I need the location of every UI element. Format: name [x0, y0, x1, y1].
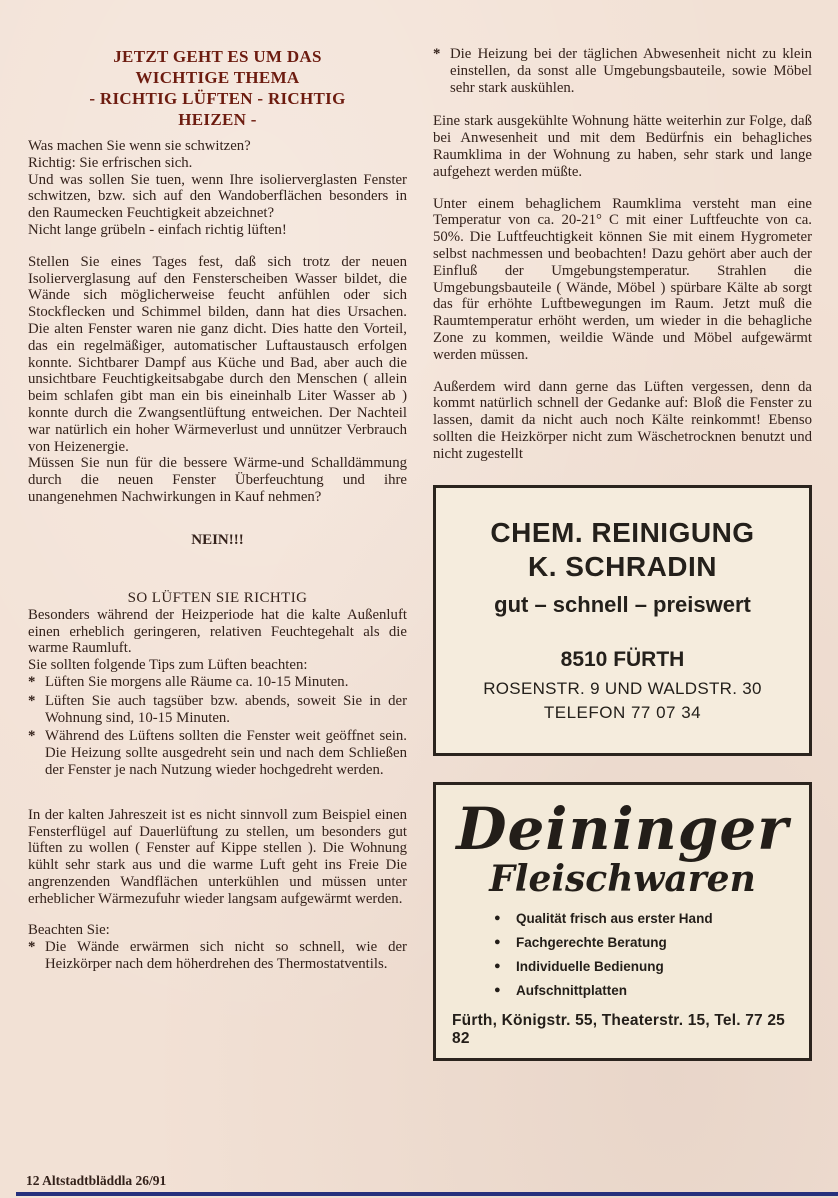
ad-feature-list	[452, 911, 793, 998]
asterisk-marker: *	[28, 939, 36, 956]
paragraph: Nicht lange grübeln - einfach richtig lüften!	[28, 221, 287, 238]
ad-feature-text: Individuelle Bedienung	[516, 958, 664, 974]
tip-item	[28, 693, 407, 727]
paragraph: In der kalten Jahreszeit ist es nicht sinnvoll zum Beispiel einen Fensterflügel auf Dauerlüftung zu stellen, um besonders gut lüften zu wollen ( Fenster auf Kippe stellen ). Die Wohnung kühlt sehr stark aus und die warme Luft geht ins Freie Die angrenzenden Wandflächen unterkühlen und müssen unter erheblicher Wärmezufuhr wieder langsam aufgewärmt werden.	[28, 806, 407, 907]
bullet-dot-icon: ●	[494, 984, 501, 997]
ad-chem-reinigung	[433, 485, 812, 756]
ad-feature-item	[494, 911, 793, 926]
ad-feature-text: Fachgerechte Beratung	[516, 934, 667, 950]
spacer	[433, 181, 812, 196]
page-footer: 12 Altstadtbläddla 26/91	[26, 1173, 167, 1188]
ad-brand-subtitle: Fleischwaren	[489, 857, 756, 900]
spacer	[28, 549, 407, 575]
tip-item	[28, 939, 407, 973]
asterisk-marker: *	[28, 673, 36, 690]
paragraph: Besonders während der Heizperiode hat die kalte Außenluft einen erheblich geringeren, relativen Feuchtegehalt als die warme Raumluft.	[28, 606, 407, 657]
spacer	[433, 98, 812, 113]
spacer	[433, 364, 812, 379]
tip-text: Lüften Sie morgens alle Räume ca. 10-15 Minuten.	[45, 673, 349, 690]
article-title-line: WICHTIGE THEMA	[135, 68, 300, 87]
asterisk-marker: *	[28, 692, 36, 709]
ad-deininger	[433, 782, 812, 1061]
ad-address: Fürth, Königstr. 55, Theaterstr. 15, Tel. 77 25 82	[452, 1011, 786, 1047]
tip-text: Während des Lüftens sollten die Fenster weit geöffnet sein. Die Heizung sollte ausgedreht sein und nach dem Schließen der Fenster je nach Nutzung wieder hochgedreht werden.	[45, 728, 407, 778]
article-title-line: HEIZEN -	[178, 110, 257, 129]
paragraph: Außerdem wird dann gerne das Lüften vergessen, denn da kommt natürlich schnell der Gedanke auf: Bloß die Fenster zu lassen, damit da nicht auch noch Kälte reinkommt! Ebenso sollten die Heizkörper nicht zum Wäschetrocknen benutzt und nicht zugestellt	[433, 378, 812, 462]
asterisk-marker: *	[433, 46, 441, 62]
paragraph: Was machen Sie wenn sie schwitzen?	[28, 138, 251, 154]
paragraph: Sie sollten folgende Tips zum Lüften beachten:	[28, 657, 308, 674]
tip-item	[28, 674, 407, 691]
paragraph: Und was sollen Sie tuen, wenn Ihre isolierverglasten Fenster schwitzen, bzw. sich auf den Wandoberflächen besonders in den Raumecken Feuchtigkeit abzeichnet?	[28, 171, 407, 222]
tip-text: Die Wände erwärmen sich nicht so schnell, wie der Heizkörper nach dem höherdrehen des Thermostatventils.	[45, 939, 407, 973]
section-subhead: SO LÜFTEN SIE RICHTIG	[127, 589, 308, 606]
tip-item	[433, 46, 812, 96]
left-column	[28, 46, 407, 1061]
spacer	[28, 781, 407, 807]
ad-feature-text: Aufschnittplatten	[516, 982, 627, 998]
ad-owner-name: K. SCHRADIN	[527, 550, 718, 582]
paragraph: Richtig: Sie erfrischen sich.	[28, 154, 193, 171]
ad-street: ROSENSTR. 9 UND WALDSTR. 30	[483, 678, 762, 698]
ad-business-name: CHEM. REINIGUNG	[490, 516, 755, 548]
footer-rule	[16, 1192, 838, 1196]
article-title	[28, 46, 407, 130]
bullet-dot-icon: ●	[494, 936, 501, 949]
tip-text: Lüften Sie auch tagsüber bzw. abends, soweit Sie in der Wohnung sind, 10-15 Minuten.	[45, 692, 407, 726]
spacer	[28, 575, 407, 590]
bullet-dot-icon: ●	[494, 960, 501, 973]
asterisk-marker: *	[28, 728, 36, 745]
ad-feature-item	[494, 935, 793, 950]
spacer	[28, 907, 407, 922]
bullet-dot-icon: ●	[494, 912, 501, 925]
ad-slogan: gut – schnell – preiswert	[494, 591, 751, 617]
nein-emphasis: NEIN!!!	[191, 531, 244, 548]
right-column	[433, 46, 812, 1061]
paragraph: Unter einem behaglichem Raumklima versteht man eine Temperatur von ca. 20-21° C mit einer Luftfeuchte von ca. 50%. Die Luftfeuchtigkeit können Sie mit einem Hygrometer selbst nachmessen und beobachten! Dazu gehört aber auch der Einfluß der Umgebungstemperatur. Strahlen die Umgebungsbauteile ( Wände, Möbel ) spürbare Kälte ab sorgt das für erhöhte Luftbewegungen im Raum. Jetzt muß die Raumtemperatur erhöht werden, um wieder in die behagliche Zone zu kommen, weildie Wände und Möbel aufgewärmt werden müssen.	[433, 195, 812, 363]
paragraph: Stellen Sie eines Tages fest, daß sich trotz der neuen Isolierverglasung auf den Fensterscheiben Wasser bildet, die Wände sich möglicherweise feucht anfühlen oder sich Stockflecken und Schimmel bilden, dann hat dies Ursachen. Die alten Fenster waren nie ganz dicht. Dies hatte den Vorteil, das ein regelmäßiger, automatischer Luftaustausch erfolgen konnte. Sichtbarer Dampf aus Küche und Bad, aber auch die unsichtbare Feuchtigkeitsabgabe durch den Menschen ( allein beim schlafen gibt man ein bis eineinhalb Liter Wasser ab ) konnte durch die Zwangsentlüftung entweichen. Der Nachteil war natürlich ein hoher Wärmeverlust und unnützer Verbrauch von Heizenergie.	[28, 253, 407, 455]
paragraph: Müssen Sie nun für die bessere Wärme-und Schalldämmung durch die neuen Fenster Überfeuchtung und ihre unangenehmen Nachwirkungen in Kauf nehmen?	[28, 455, 407, 505]
paragraph: Eine stark ausgekühlte Wohnung hätte weiterhin zur Folge, daß bei Anwesenheit und mit dem Bedürfnis ein behagliches Raumklima in der Wohnung zu haben, sehr stark und lange aufgehezt werden müßte.	[433, 113, 812, 180]
ad-city: 8510 FÜRTH	[560, 647, 685, 671]
ad-feature-item	[494, 983, 793, 998]
tip-text: Die Heizung bei der täglichen Abwesenheit nicht zu klein einstellen, da sonst alle Umgebungsbauteile, sowie Möbel sehr stark auskühlen.	[450, 46, 812, 96]
spacer	[28, 239, 407, 254]
article-title-line: JETZT GEHT ES UM DAS	[113, 47, 322, 66]
ad-brand-name: Deininger	[456, 794, 789, 863]
spacer	[28, 506, 407, 532]
two-column-layout	[28, 46, 812, 1061]
ad-feature-text: Qualität frisch aus erster Hand	[516, 910, 713, 926]
article-title-line: - RICHTIG LÜFTEN - RICHTIG	[89, 89, 346, 108]
ad-feature-item	[494, 959, 793, 974]
ad-phone: TELEFON 77 07 34	[543, 702, 702, 722]
paragraph: Beachten Sie:	[28, 922, 110, 939]
tip-item	[28, 728, 407, 778]
